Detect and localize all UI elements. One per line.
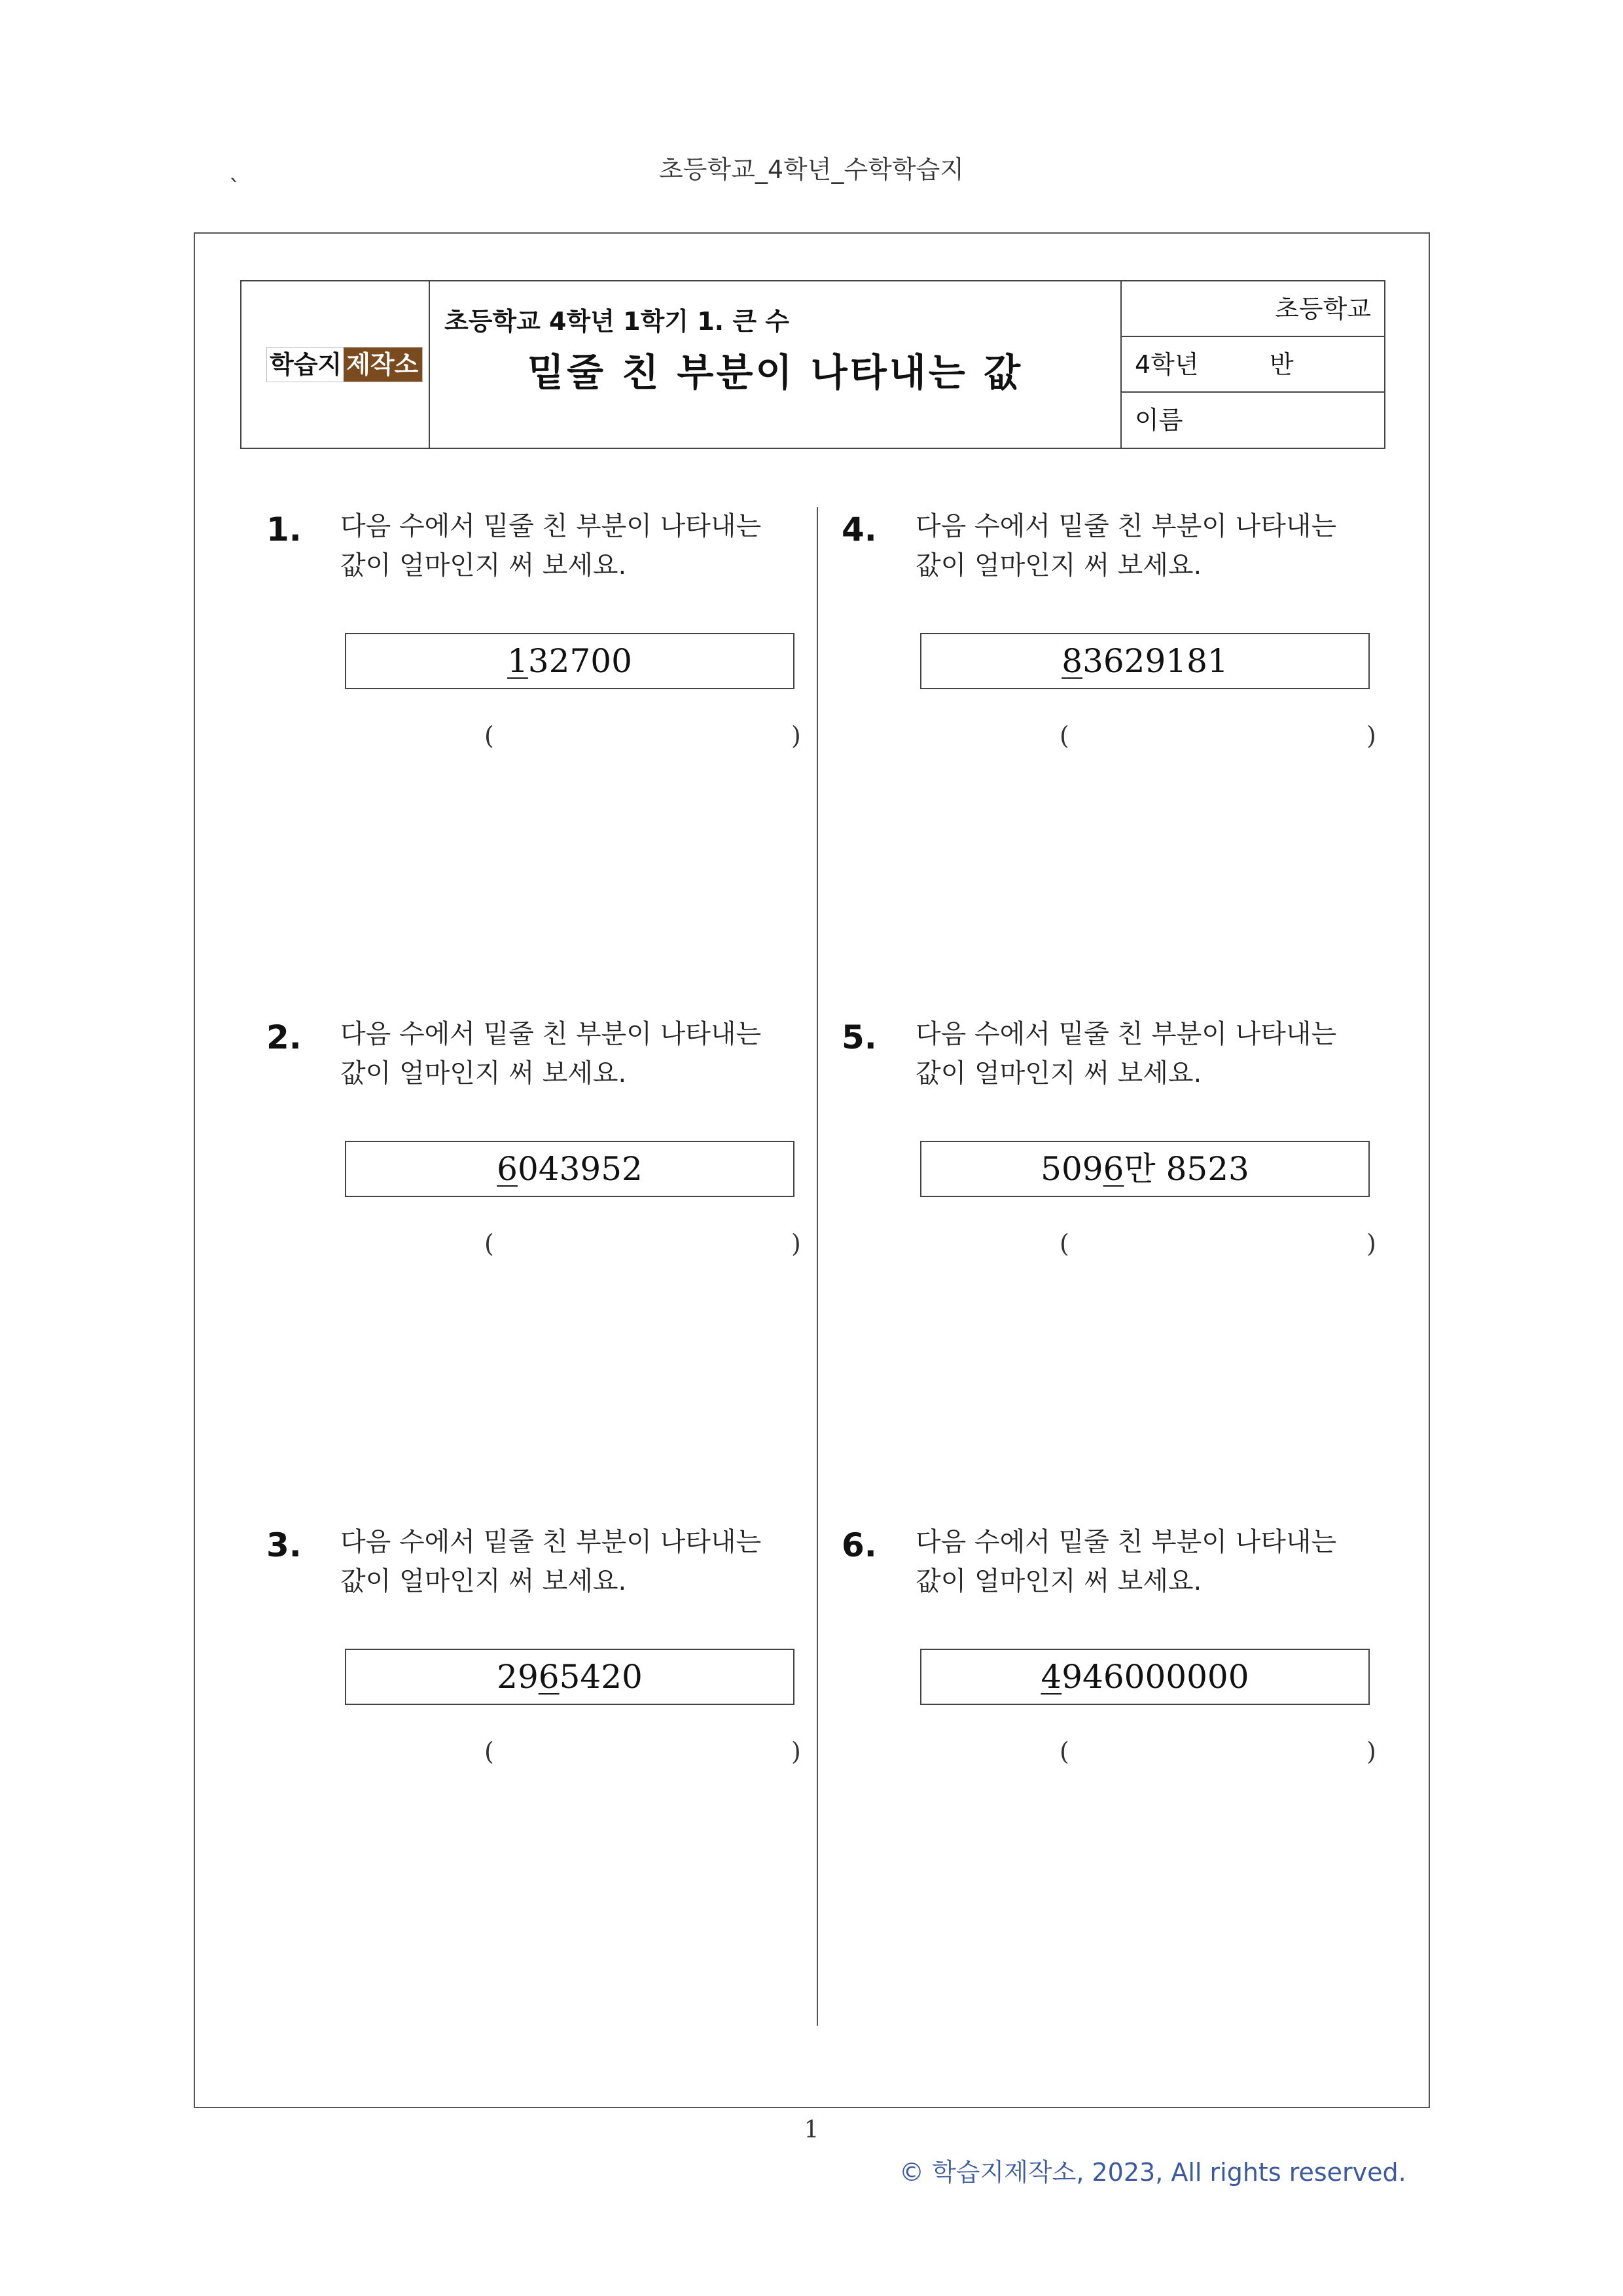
problem-text-line: 값이 얼마인지 써 보세요. xyxy=(340,550,627,581)
number-after: 043952 xyxy=(517,1150,643,1188)
logo-cell xyxy=(241,281,430,448)
logo-text-brown: 제작소 xyxy=(344,348,422,382)
tick-mark: ` xyxy=(229,175,240,202)
school-field[interactable] xyxy=(1122,281,1384,337)
problem-text-line: 값이 얼마인지 써 보세요. xyxy=(340,1566,627,1596)
logo-text-dark: 학습지 xyxy=(267,348,344,382)
problem-text xyxy=(916,1522,1383,1601)
problem-text-line: 값이 얼마인지 써 보세요. xyxy=(916,1058,1202,1088)
problem-text-line: 다음 수에서 밑줄 친 부분이 나타내는 xyxy=(340,511,762,541)
number-after: 32700 xyxy=(527,642,632,680)
problem-number: 1. xyxy=(266,511,302,548)
underlined-digit: 8 xyxy=(1061,642,1083,680)
answer-close-paren: ) xyxy=(1366,1737,1376,1766)
problem-3 xyxy=(266,1526,810,1984)
problem-text-line: 값이 얼마인지 써 보세요. xyxy=(340,1058,627,1088)
grade-label: 4학년 xyxy=(1135,350,1199,379)
number-box xyxy=(920,1141,1370,1197)
problem-number: 3. xyxy=(266,1526,302,1564)
problem-number: 4. xyxy=(842,511,877,548)
grade-class-field[interactable] xyxy=(1122,337,1384,393)
problem-6 xyxy=(842,1526,1385,1984)
copyright-notice: © 학습지제작소, 2023, All rights reserved. xyxy=(899,2158,1406,2187)
answer-close-paren: ) xyxy=(1366,721,1376,750)
running-header: 초등학교_4학년_수학학습지 xyxy=(659,155,964,184)
number-before: 29 xyxy=(497,1658,539,1696)
number-box xyxy=(345,633,794,689)
problem-text-line: 다음 수에서 밑줄 친 부분이 나타내는 xyxy=(916,1527,1337,1557)
student-info-cell xyxy=(1122,281,1384,448)
problem-1 xyxy=(266,511,810,969)
header-table xyxy=(240,280,1385,449)
number-before: 509 xyxy=(1041,1150,1103,1188)
underlined-digit: 6 xyxy=(538,1658,560,1696)
logo xyxy=(266,347,423,382)
underlined-digit: 6 xyxy=(1103,1150,1124,1188)
answer-open-paren: ( xyxy=(1060,1229,1069,1258)
underlined-digit: 6 xyxy=(497,1150,518,1188)
answer-open-paren: ( xyxy=(1060,721,1069,750)
number-box xyxy=(920,633,1370,689)
name-field[interactable] xyxy=(1122,393,1384,448)
class-label: 반 xyxy=(1270,350,1294,379)
answer-close-paren: ) xyxy=(1366,1229,1376,1258)
problem-text xyxy=(340,507,808,585)
problem-text-line: 다음 수에서 밑줄 친 부분이 나타내는 xyxy=(916,511,1337,541)
school-label: 초등학교 xyxy=(1275,295,1371,323)
page-number: 1 xyxy=(804,2117,819,2144)
problem-5 xyxy=(842,1018,1385,1477)
number-after: 5420 xyxy=(559,1658,643,1696)
problem-number: 6. xyxy=(842,1526,877,1564)
problem-text-line: 다음 수에서 밑줄 친 부분이 나타내는 xyxy=(340,1527,762,1557)
number-box xyxy=(345,1649,794,1705)
answer-close-paren: ) xyxy=(791,1737,801,1766)
problem-4 xyxy=(842,511,1385,969)
problem-number: 5. xyxy=(842,1018,877,1056)
problem-2 xyxy=(266,1018,810,1477)
problem-text-line: 다음 수에서 밑줄 친 부분이 나타내는 xyxy=(916,1019,1337,1049)
number-after: 만 8523 xyxy=(1124,1150,1249,1188)
number-after: 946000000 xyxy=(1061,1658,1249,1696)
problem-text xyxy=(340,1014,808,1093)
answer-close-paren: ) xyxy=(791,721,801,750)
underlined-digit: 4 xyxy=(1041,1658,1062,1696)
number-box xyxy=(345,1141,794,1197)
number-after: 3629181 xyxy=(1082,642,1228,680)
worksheet-title: 밑줄 친 부분이 나타내는 값 xyxy=(527,350,1024,395)
answer-open-paren: ( xyxy=(484,1229,494,1258)
problem-text-line: 값이 얼마인지 써 보세요. xyxy=(916,1566,1202,1596)
underlined-digit: 1 xyxy=(507,642,528,680)
name-label: 이름 xyxy=(1135,406,1183,435)
worksheet-subtitle: 초등학교 4학년 1학기 1. 큰 수 xyxy=(444,307,789,336)
answer-open-paren: ( xyxy=(484,721,494,750)
problem-text xyxy=(916,507,1383,585)
column-divider xyxy=(817,507,818,2026)
problem-number: 2. xyxy=(266,1018,302,1056)
number-box xyxy=(920,1649,1370,1705)
problem-text-line: 다음 수에서 밑줄 친 부분이 나타내는 xyxy=(340,1019,762,1049)
answer-open-paren: ( xyxy=(1060,1737,1069,1766)
problem-text-line: 값이 얼마인지 써 보세요. xyxy=(916,550,1202,581)
problem-text xyxy=(340,1522,808,1601)
answer-close-paren: ) xyxy=(791,1229,801,1258)
title-cell xyxy=(430,281,1122,448)
problem-text xyxy=(916,1014,1383,1093)
answer-open-paren: ( xyxy=(484,1737,494,1766)
